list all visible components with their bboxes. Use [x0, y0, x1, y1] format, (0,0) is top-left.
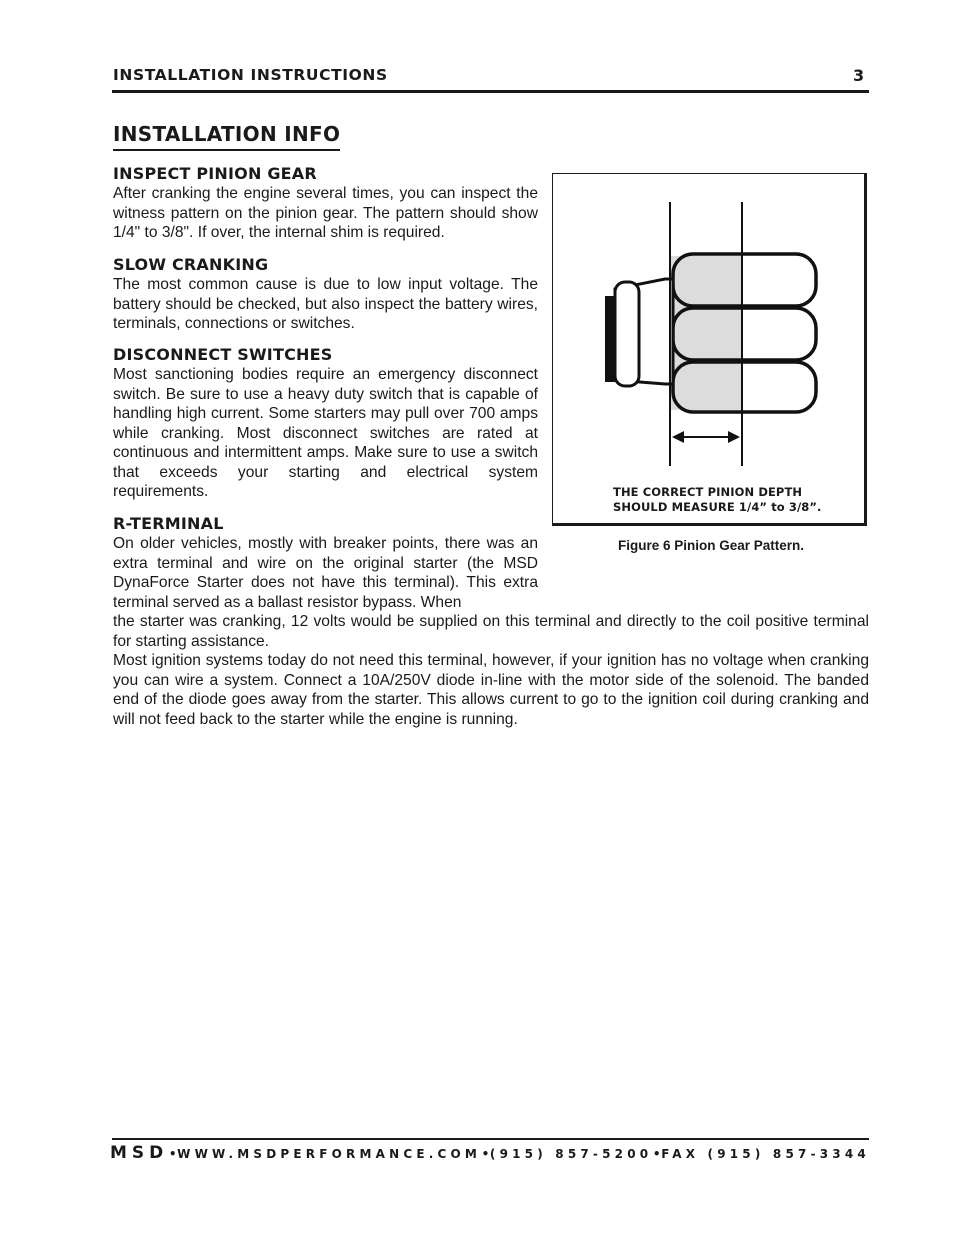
footer-separator: • — [652, 1147, 661, 1161]
arrowhead-right — [728, 431, 740, 443]
slow-cranking-section — [113, 255, 538, 334]
inspect-pinion-gear-section — [113, 164, 538, 243]
r-terminal-text-continued: the starter was cranking, 12 volts would be supplied on this terminal and directly to the coil positive terminal for starting assistance. — [113, 613, 869, 650]
footer — [110, 1143, 870, 1163]
r-terminal-text: On older vehicles, mostly with breaker points, there was an extra terminal and wire on the original starter (the MSD DynaForce Starter does not have this terminal). This extra terminal served as a ballast resistor bypass. When — [113, 535, 538, 611]
inspect-pinion-gear-text: After cranking the engine several times, you can inspect the witness pattern on the pinion gear. The pattern should show 1/4" to 3/8". If over, the internal shim is required. — [113, 185, 538, 241]
header-divider — [112, 90, 869, 93]
section-title: INSTALLATION INFO — [113, 122, 340, 151]
pinion-gear-diagram — [553, 174, 865, 524]
r-terminal-heading: R-TERMINAL — [113, 514, 224, 533]
r-terminal-text-second: Most ignition systems today do not need this terminal, however, if your ignition has no voltage when cranking you can wire a system. Connect a 10A/250V diode in-line with the motor side of the solenoid. The banded end of the diode goes away from the starter. This allows current to go to the ignition coil during cranking and will not feed back to the starter while the engine is running. — [113, 652, 869, 728]
figure-annotation-line1: THE CORRECT PINION DEPTH — [613, 485, 803, 499]
footer-phone: (915) 857-5200 — [489, 1147, 653, 1161]
page-number: 3 — [853, 66, 865, 85]
r-terminal-section — [113, 514, 538, 612]
footer-separator: • — [168, 1147, 177, 1161]
footer-divider — [112, 1138, 869, 1140]
footer-fax: FAX (915) 857-3344 — [661, 1147, 870, 1161]
header-title: INSTALLATION INSTRUCTIONS — [113, 66, 388, 84]
figure-annotation-line2: SHOULD MEASURE 1/4” to 3/8”. — [613, 500, 822, 514]
witness-pattern-shading — [670, 256, 742, 410]
gear-hub-rim — [615, 282, 639, 386]
disconnect-switches-text: Most sanctioning bodies require an emergency disconnect switch. Be sure to use a heavy duty switch that is capable of handling high current. Some starters may pull over 700 amps while cranking. Most disconnect switches are rated at continuous and intermittent amps. Make sure to use a switch that exceeds your starting and electrical system requirements. — [113, 366, 538, 500]
slow-cranking-text: The most common cause is due to low input voltage. The battery should be checked, but also inspect the battery wires, terminals, connections or switches. — [113, 276, 538, 332]
slow-cranking-heading: SLOW CRANKING — [113, 255, 269, 274]
pinion-gear-figure — [552, 173, 867, 526]
footer-brand: MSD — [110, 1143, 169, 1163]
inspect-pinion-gear-heading: INSPECT PINION GEAR — [113, 164, 317, 183]
figure-caption: Figure 6 Pinion Gear Pattern. — [617, 538, 805, 553]
disconnect-switches-section — [113, 345, 538, 502]
footer-separator: • — [481, 1147, 490, 1161]
disconnect-switches-heading: DISCONNECT SWITCHES — [113, 345, 333, 364]
r-terminal-continued — [113, 612, 869, 729]
arrowhead-left — [672, 431, 684, 443]
footer-website: WWW.MSDPERFORMANCE.COM — [177, 1147, 482, 1161]
